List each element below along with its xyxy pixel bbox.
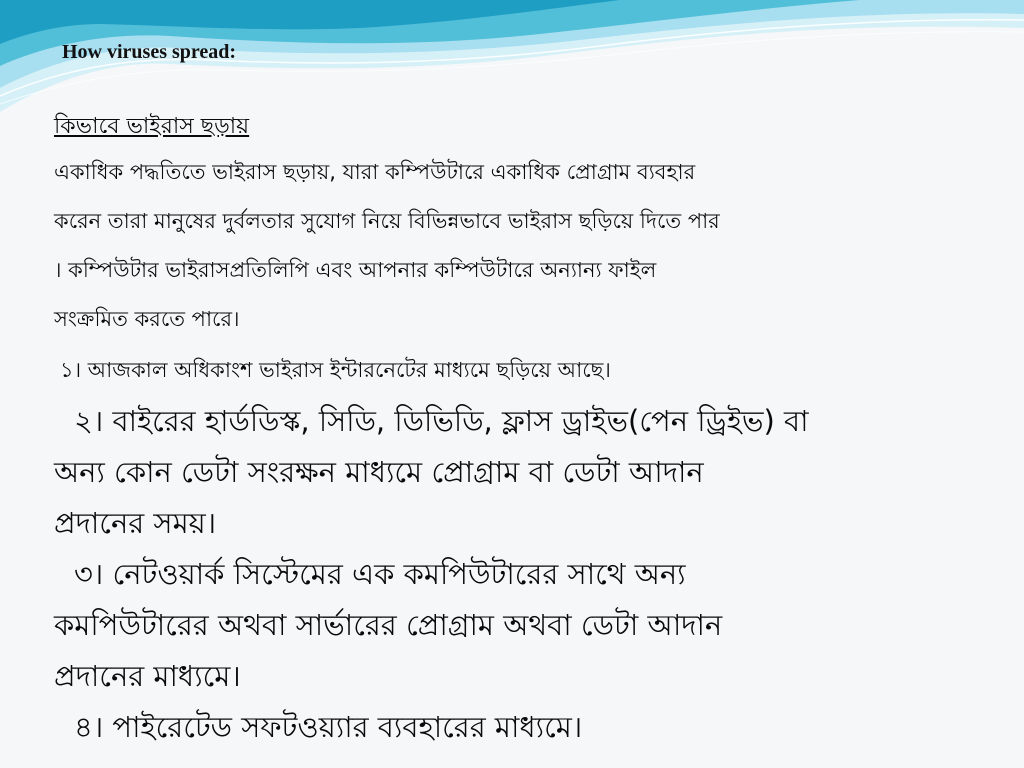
- list-item-line: কমপিউটারের অথবা সার্ভারের প্রোগ্রাম অথবা ডেটা আদান: [54, 608, 723, 642]
- list-item-line: ৩। নেটওয়ার্ক সিস্টেমের এক কমপিউটারের সাথে অন্য: [74, 557, 686, 591]
- intro-paragraph: [54, 148, 984, 344]
- list-item-3: [54, 549, 984, 702]
- slide-body: [54, 106, 984, 753]
- list-item-line: প্রদানের মাধ্যমে।: [54, 659, 241, 693]
- bengali-subtitle: কিভাবে ভাইরাস ছড়ায়: [54, 114, 250, 139]
- paragraph-line: সংক্রমিত করতে পারে।: [54, 307, 240, 331]
- slide-heading: How viruses spread:: [62, 41, 237, 63]
- list-item-4: ৪। পাইরেটেড সফটওয়্যার ব্যবহারের মাধ্যমে।: [74, 710, 583, 744]
- list-item-2: [54, 396, 984, 549]
- list-item-1: ১। আজকাল অধিকাংশ ভাইরাস ইন্টারনেটের মাধ্যমে ছড়িয়ে আছে।: [60, 358, 611, 382]
- paragraph-line: একাধিক পদ্ধতিতে ভাইরাস ছড়ায়, যারা কম্পিউটারে একাধিক প্রোগ্রাম ব্যবহার: [54, 160, 696, 184]
- list-item-line: অন্য কোন ডেটা সংরক্ষন মাধ্যমে প্রোগ্রাম বা ডেটা আদান: [54, 455, 704, 489]
- paragraph-line: । কম্পিউটার ভাইরাসপ্রতিলিপি এবং আপনার কম্পিউটারে অন্যান্য ফাইল: [54, 258, 657, 282]
- list-item-line: ২। বাইরের হার্ডডিস্ক, সিডি, ডিভিডি, ফ্লাস ড্রাইভ(পেন ড্রিইভ) বা: [74, 404, 809, 438]
- list-item-line: প্রদানের সময়।: [54, 506, 217, 540]
- paragraph-line: করেন তারা মানুষের দুর্বলতার সুযোগ নিয়ে বিভিন্নভাবে ভাইরাস ছড়িয়ে দিতে পার: [54, 209, 720, 233]
